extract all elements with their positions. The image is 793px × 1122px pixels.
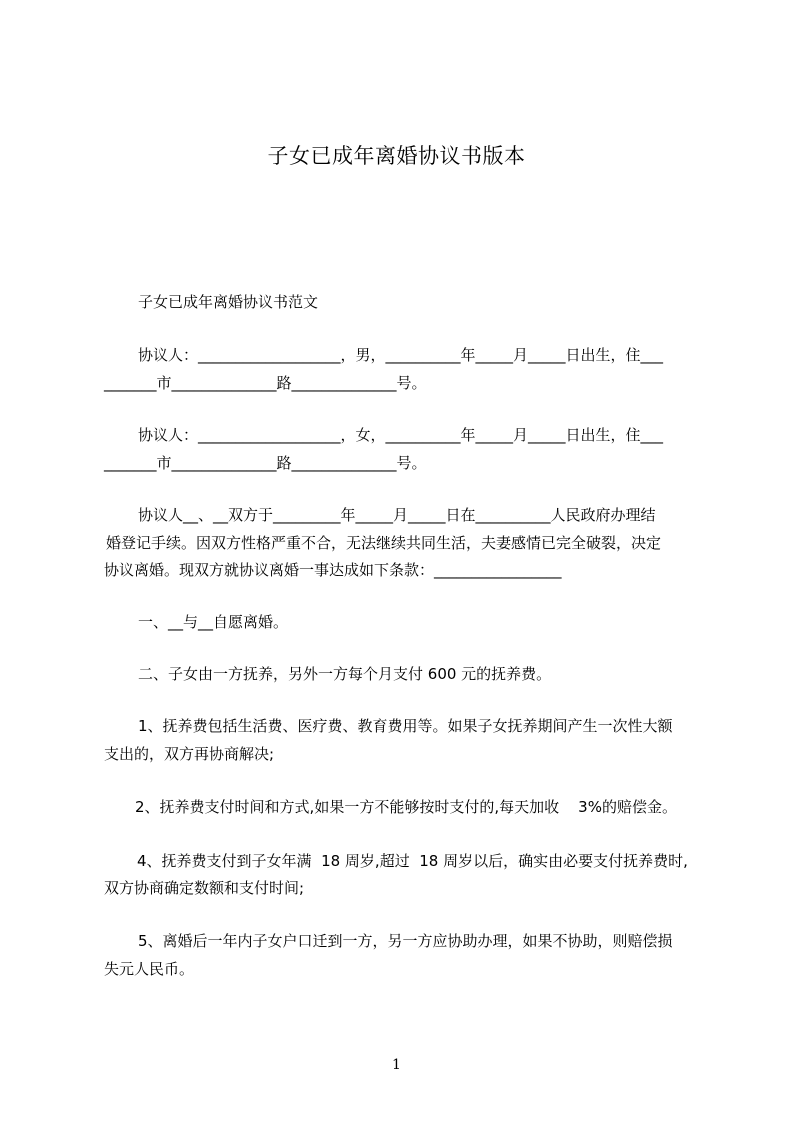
- clause-2: 二、子女由一方抚养，另外一方每个月支付 600 元的抚养费。: [138, 665, 552, 683]
- item-5-line-2: 失元人民币。: [104, 960, 195, 978]
- item-1-line-1: 1、抚养费包括生活费、医疗费、教育费用等。如果子女抚养期间产生一次性大额: [138, 717, 673, 735]
- marriage-paragraph-line-2: 婚登记手续。因双方性格严重不合，无法继续共同生活，夫妻感情已完全破裂，决定: [106, 534, 662, 552]
- document-title: 子女已成年离婚协议书版本: [267, 144, 526, 168]
- party-1-line-1: 协议人：___________________，男，__________年_____月_____日出生，住___: [138, 346, 664, 364]
- item-4-line-2: 双方协商确定数额和支付时间;: [104, 879, 305, 897]
- marriage-paragraph-line-1: 协议人__、__双方于_________年_____月_____日在__________人民政府办理结: [138, 506, 656, 524]
- item-4-line-1: 4、抚养费支付到子女年满 18 周岁,超过 18 周岁以后，确实由必要支付抚养费时,: [137, 852, 688, 870]
- party-1-line-2: _______市______________路______________号。: [104, 374, 427, 392]
- party-2-line-2: _______市______________路______________号。: [104, 454, 427, 472]
- item-1-line-2: 支出的，双方再协商解决;: [104, 745, 275, 763]
- party-2-line-1: 协议人：___________________，女，__________年_____月_____日出生，住___: [138, 426, 664, 444]
- item-2: 2、抚养费支付时间和方式,如果一方不能够按时支付的,每天加收 3%的赔偿金。: [135, 798, 677, 816]
- marriage-paragraph-line-3: 协议离婚。现双方就协议离婚一事达成如下条款：_________________: [104, 561, 562, 579]
- page-number: 1: [392, 1057, 401, 1073]
- item-5-line-1: 5、离婚后一年内子女户口迁到一方，另一方应协助办理，如果不协助，则赔偿损: [138, 932, 673, 950]
- clause-1: 一、__与__自愿离婚。: [138, 613, 289, 631]
- subtitle-line: 子女已成年离婚协议书范文: [138, 293, 319, 311]
